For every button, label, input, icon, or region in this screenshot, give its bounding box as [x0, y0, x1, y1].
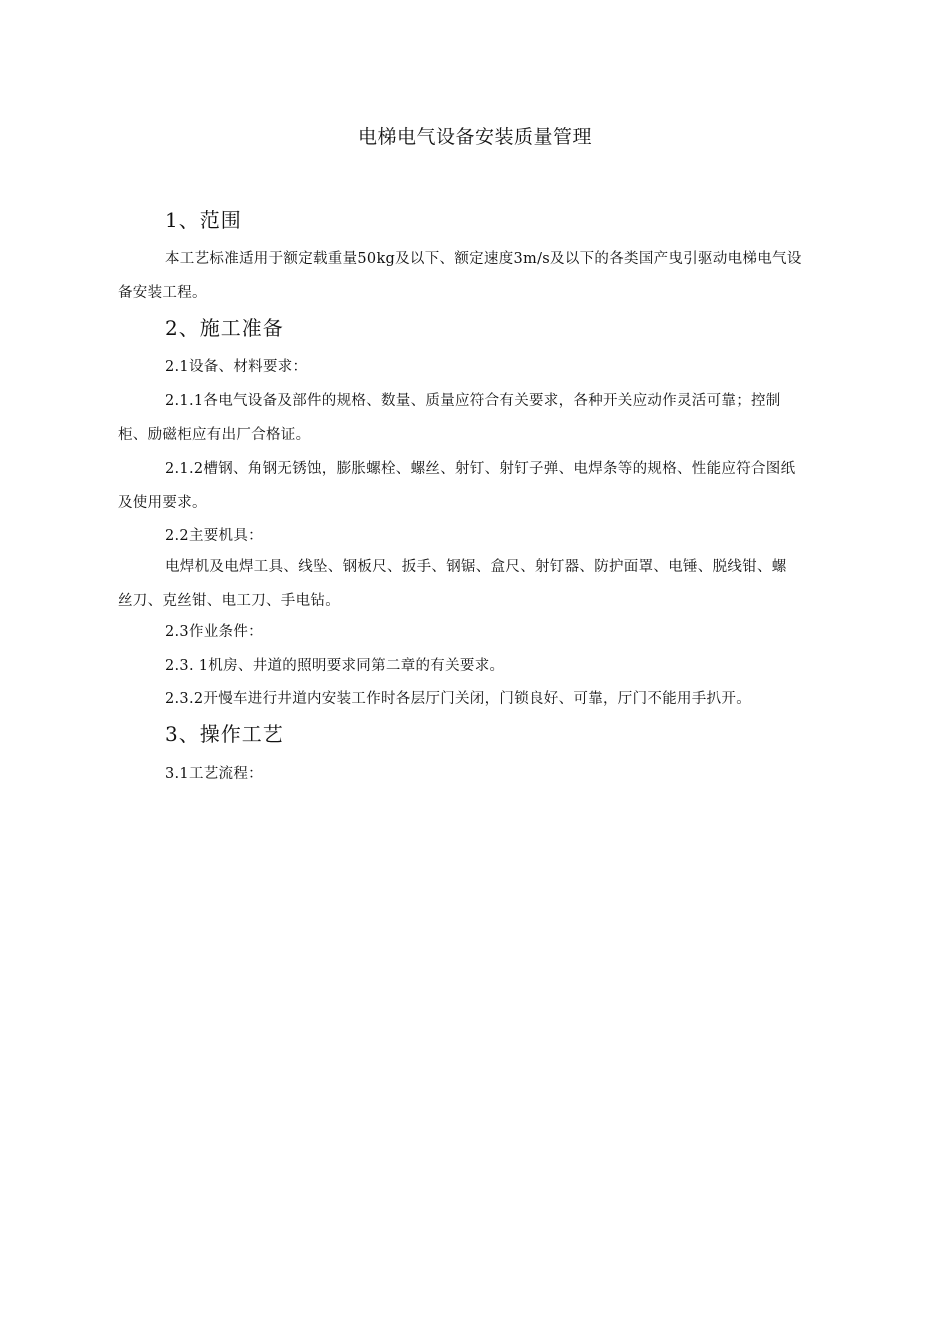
paragraph-2-3-2: 2.3.2开慢车进行井道内安装工作时各层厅门关闭，门锁良好、可靠，厅门不能用手扒开。: [165, 691, 751, 707]
scope-paragraph-line-2: 备安装工程。: [118, 285, 207, 301]
subheading-process-flow: 3.1工艺流程：: [165, 766, 263, 782]
tools-paragraph-line-1: 电焊机及电焊工具、线坠、钢板尺、扳手、钢锯、盒尺、射钉器、防护面罩、电锤、脱线钳、螺: [165, 559, 787, 575]
section-heading-preparation: 2、施工准备: [165, 316, 284, 340]
paragraph-2-1-1-line-2: 柜、励磁柜应有出厂合格证。: [118, 427, 311, 443]
paragraph-2-1-2-line-2: 及使用要求。: [118, 495, 207, 511]
section-heading-scope: 1、范围: [165, 208, 242, 232]
paragraph-2-3-1: 2.3. 1机房、井道的照明要求同第二章的有关要求。: [165, 658, 505, 674]
tools-paragraph-line-2: 丝刀、克丝钳、电工刀、手电钻。: [118, 593, 340, 609]
paragraph-2-1-2-line-1: 2.1.2槽钢、角钢无锈蚀，膨胀螺栓、螺丝、射钉、射钉子弹、电焊条等的规格、性能应符合图纸: [165, 461, 796, 477]
section-heading-operation-process: 3、操作工艺: [165, 722, 284, 746]
subheading-work-conditions: 2.3作业条件：: [165, 624, 263, 640]
subheading-main-tools: 2.2主要机具：: [165, 528, 263, 544]
subheading-equipment-materials: 2.1设备、材料要求：: [165, 359, 308, 375]
paragraph-2-1-1-line-1: 2.1.1各电气设备及部件的规格、数量、质量应符合有关要求，各种开关应动作灵活可靠；控制: [165, 393, 781, 409]
document-title: 电梯电气设备安装质量管理: [357, 126, 592, 148]
scope-paragraph-line-1: 本工艺标准适用于额定载重量50kg及以下、额定速度3m/s及以下的各类国产曳引驱动电梯电气设: [165, 251, 802, 267]
